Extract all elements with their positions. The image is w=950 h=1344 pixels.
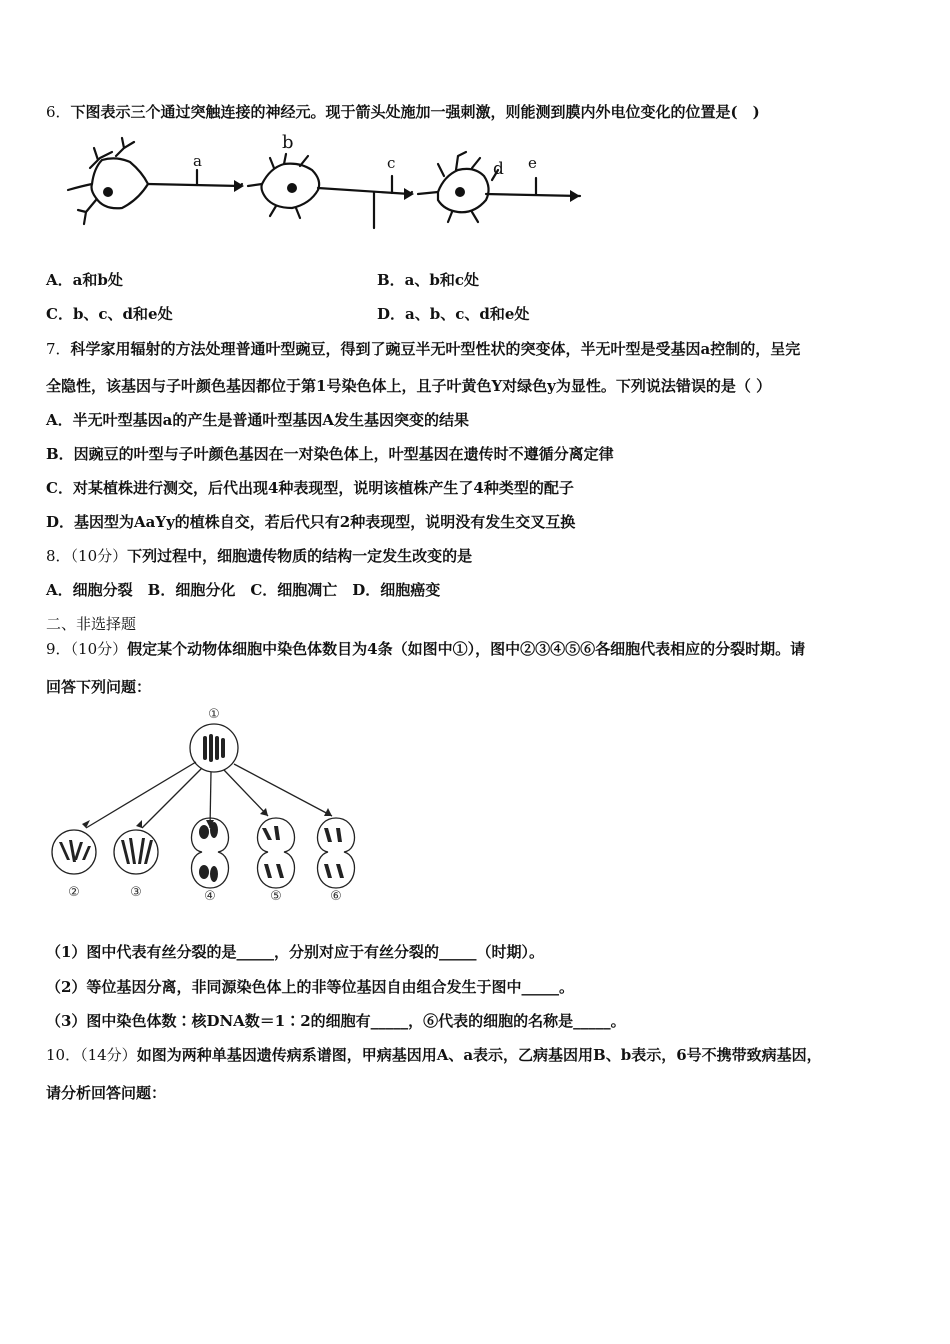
q9-stem-line2: 回答下列问题： [46, 678, 152, 696]
label-c: c [387, 154, 396, 172]
section-title: 二、非选择题 [46, 615, 137, 633]
q6-number: 6． [46, 103, 71, 121]
q9-number: 9． [46, 640, 71, 658]
q10-number: 10． [46, 1046, 81, 1064]
q9-sub3: （3）图中染色体数∶核DNA数＝1∶2的细胞有_____，⑥代表的细胞的名称是_____。 [46, 1012, 626, 1030]
q10-stem-line2: 请分析回答问题： [46, 1084, 167, 1102]
q7-option-b: B．因豌豆的叶型与子叶颜色基因在一对染色体上，叶型基因在遗传时不遵循分离定律 [46, 445, 614, 463]
cell-label-6: ⑥ [330, 889, 342, 904]
q7-stem-line2: 全隐性，该基因与子叶颜色基因都位于第1号染色体上，且子叶黄色Y对绿色y为显性。下列说法错误的是（ ） [46, 377, 772, 395]
q9-score: （10分） [70, 640, 128, 658]
q7-option-c: C．对某植株进行测交，后代出现4种表现型，说明该植株产生了4种类型的配子 [46, 479, 574, 497]
neuron-diagram [60, 128, 590, 238]
q7-option-d: D．基因型为AaYy的植株自交，若后代只有2种表现型，说明没有发生交叉互换 [46, 513, 576, 531]
q7-stem-line1 [46, 339, 800, 359]
q8-text: 下列过程中，细胞遗传物质的结构一定发生改变的是 [127, 547, 473, 565]
q6-option-c: C．b、c、d和e处 [46, 305, 173, 323]
q9-sub2: （2）等位基因分离，非同源染色体上的非等位基因自由组合发生于图中_____。 [46, 978, 574, 996]
q8-stem [46, 546, 472, 566]
q6-option-d: D．a、b、c、d和e处 [377, 305, 530, 323]
cell-label-5: ⑤ [270, 889, 282, 904]
q9-sub1: （1）图中代表有丝分裂的是_____，分别对应于有丝分裂的_____（时期）。 [46, 943, 544, 961]
q7-option-a: A．半无叶型基因a的产生是普通叶型基因A发生基因突变的结果 [46, 411, 469, 429]
cell-label-1: ① [208, 707, 220, 722]
cell-division-diagram [46, 700, 366, 910]
cell-label-2: ② [68, 885, 80, 900]
q8-options: A．细胞分裂 B．细胞分化 C．细胞凋亡 D．细胞癌变 [46, 581, 441, 599]
q10-text-1: 如图为两种单基因遗传病系谱图，甲病基因用A、a表示，乙病基因用B、b表示，6号不携带致病基因， [136, 1046, 822, 1064]
cell-label-3: ③ [130, 885, 142, 900]
q7-number: 7． [46, 340, 71, 358]
q6-text: 下图表示三个通过突触连接的神经元。现于箭头处施加一强刺激，则能测到膜内外电位变化的位置是( ) [70, 103, 760, 121]
q8-score: （10分） [70, 547, 128, 565]
label-e: e [528, 154, 537, 172]
q6-option-a: A．a和b处 [46, 271, 123, 289]
cell-label-4: ④ [204, 889, 216, 904]
label-b: b [282, 132, 294, 153]
q7-text-1: 科学家用辐射的方法处理普通叶型豌豆，得到了豌豆半无叶型性状的突变体，半无叶型是受基因a控制的，呈完 [70, 340, 801, 358]
label-d: d [493, 159, 504, 179]
q6-stem [46, 102, 760, 122]
q10-stem-line1 [46, 1045, 822, 1065]
q9-stem-line1 [46, 639, 805, 659]
q9-text-1: 假定某个动物体细胞中染色体数目为4条（如图中①），图中②③④⑤⑥各细胞代表相应的分裂时期。请 [127, 640, 806, 658]
q8-number: 8． [46, 547, 71, 565]
label-a: a [193, 152, 202, 170]
q6-option-b: B．a、b和c处 [377, 271, 480, 289]
q10-score: （14分） [80, 1046, 137, 1064]
